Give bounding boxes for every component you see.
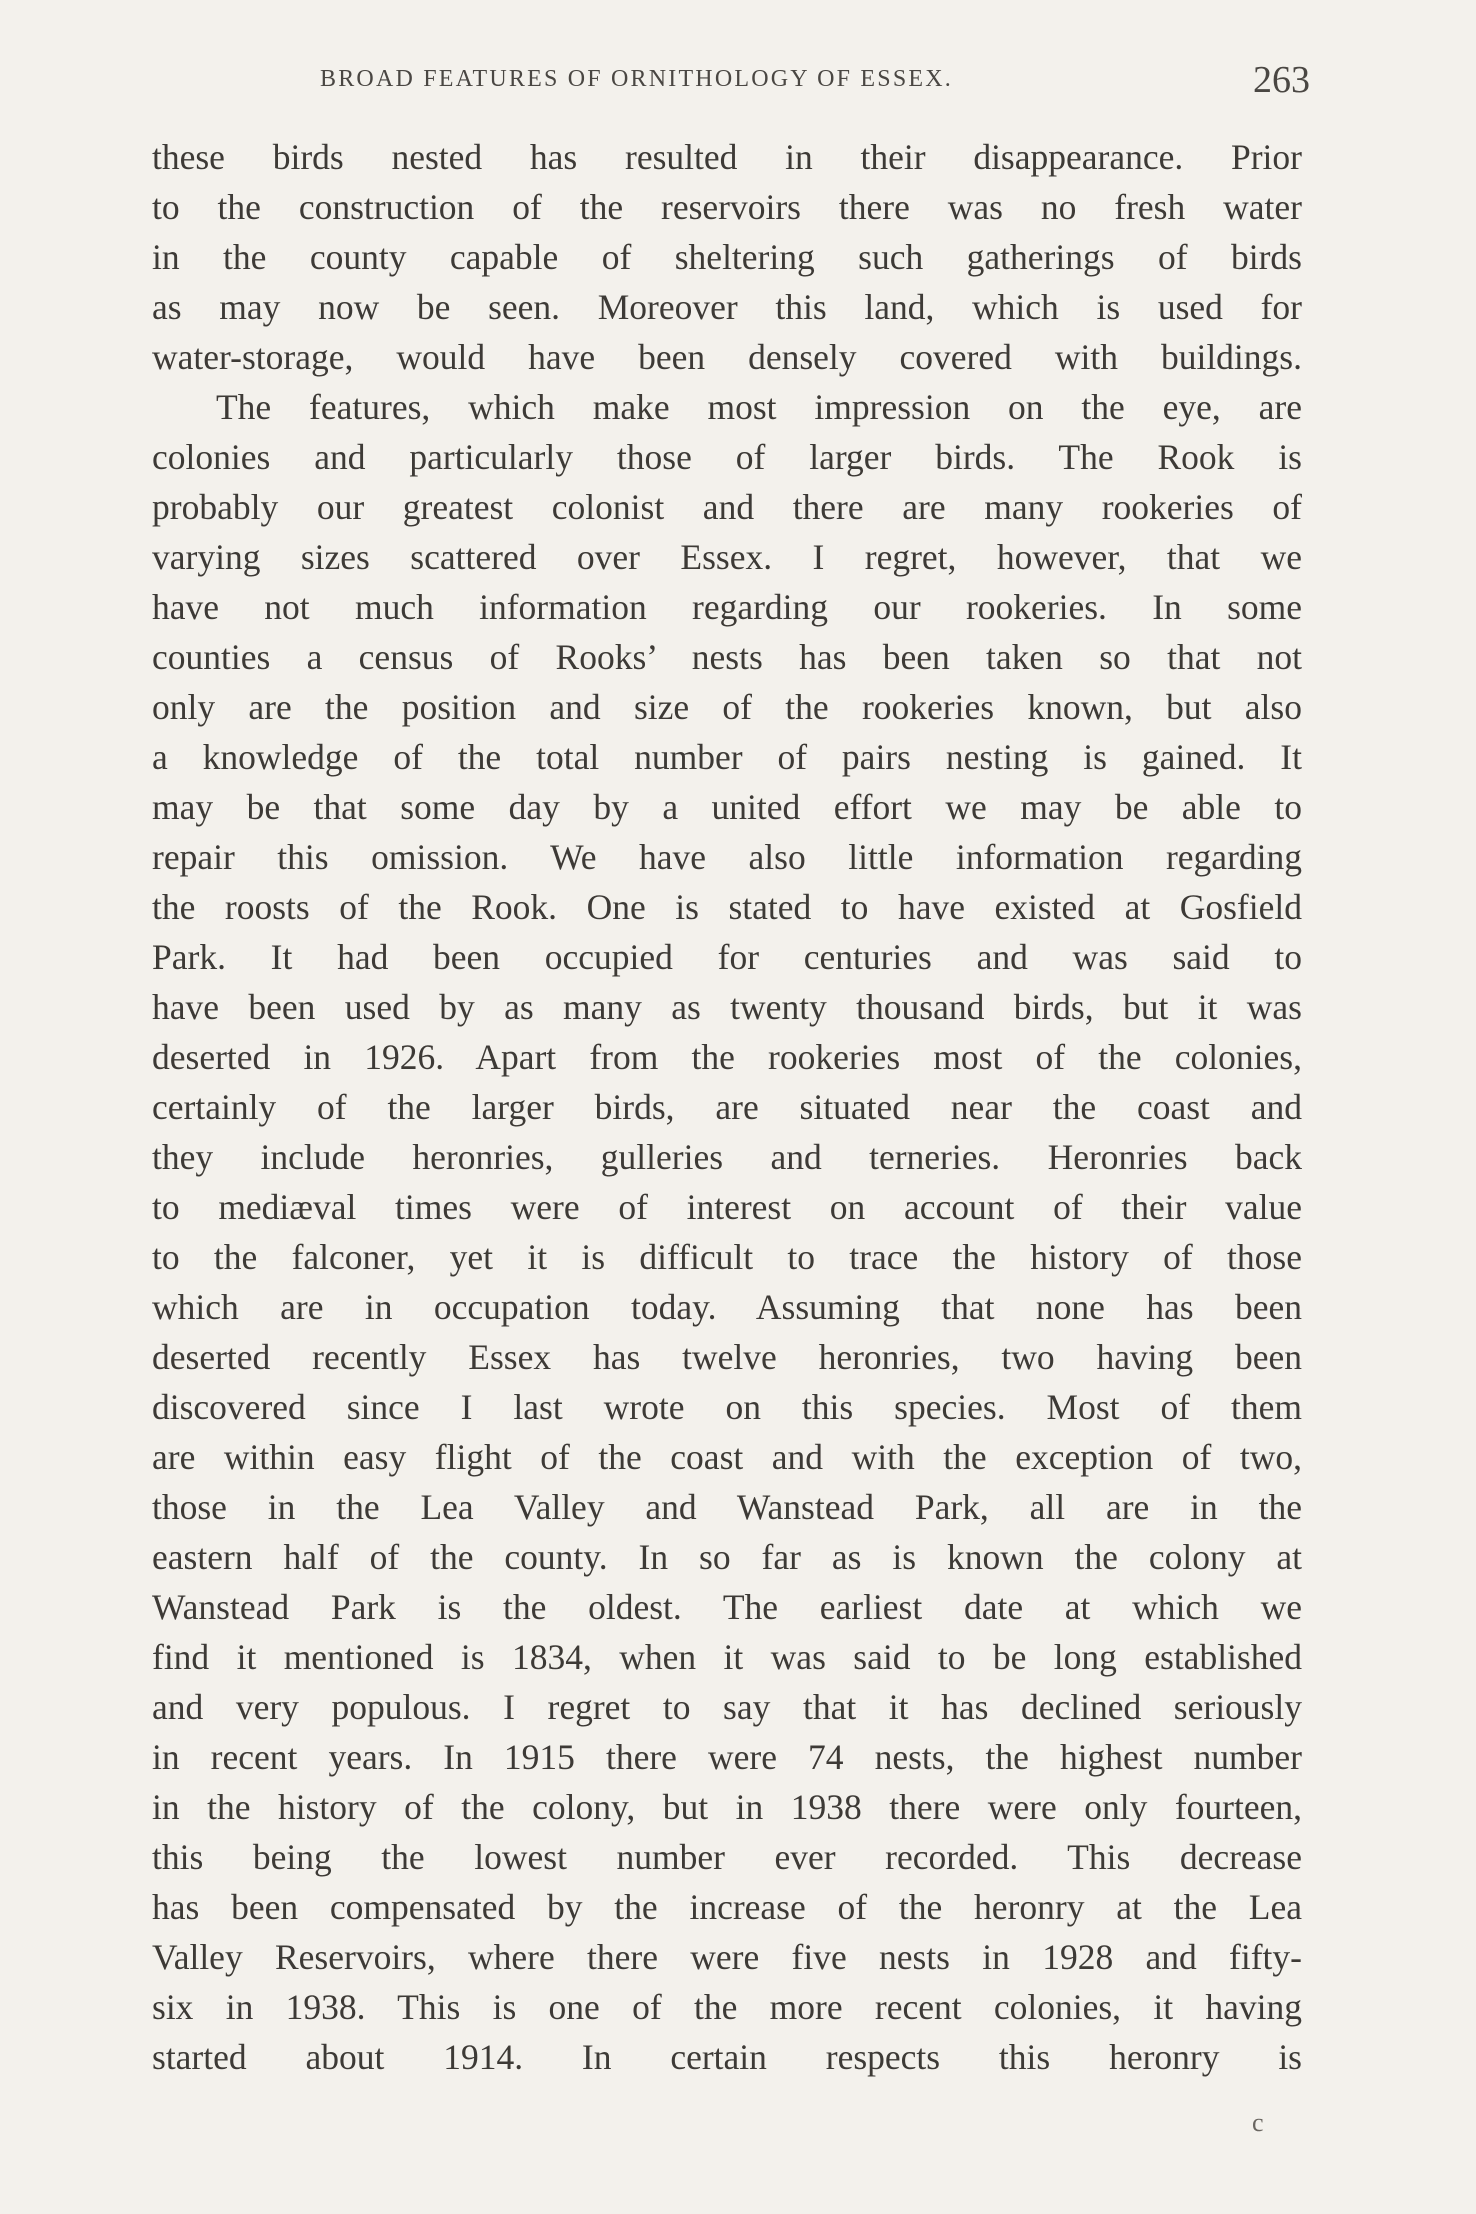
text-line: eastern half of the county. In so far as is known the colony at [152, 1537, 1302, 1577]
text-line: only are the position and size of the rookeries known, but also [152, 687, 1302, 727]
text-line: they include heronries, gulleries and terneries. Heronries back [152, 1137, 1302, 1177]
text-line: has been compensated by the increase of the heronry at the Lea [152, 1887, 1302, 1927]
text-line: have been used by as many as twenty thousand birds, but it was [152, 987, 1302, 1027]
text-line: probably our greatest colonist and there are many rookeries of [152, 487, 1302, 527]
text-line: Valley Reservoirs, where there were five nests in 1928 and fifty- [152, 1937, 1302, 1977]
text-line: colonies and particularly those of larger birds. The Rook is [152, 437, 1302, 477]
text-line: water-storage, would have been densely covered with buildings. [152, 337, 1302, 377]
text-line: these birds nested has resulted in their disappearance. Prior [152, 137, 1302, 177]
text-line: in the county capable of sheltering such gatherings of birds [152, 237, 1302, 277]
text-line: to the falconer, yet it is difficult to trace the history of those [152, 1237, 1302, 1277]
text-line: in the history of the colony, but in 1938 there were only fourteen, [152, 1787, 1302, 1827]
text-line: deserted in 1926. Apart from the rookeries most of the colonies, [152, 1037, 1302, 1077]
text-line: repair this omission. We have also little information regarding [152, 837, 1302, 877]
paragraph-first-line: The features, which make most impression on the eye, are [216, 387, 1302, 427]
running-head [150, 58, 1310, 118]
text-line: started about 1914. In certain respects this heronry is [152, 2037, 1302, 2077]
text-line: counties a census of Rooks’ nests has been taken so that not [152, 637, 1302, 677]
text-line: certainly of the larger birds, are situated near the coast and [152, 1087, 1302, 1127]
text-line: in recent years. In 1915 there were 74 nests, the highest number [152, 1737, 1302, 1777]
text-line: this being the lowest number ever recorded. This decrease [152, 1837, 1302, 1877]
signature-mark: c [1252, 2108, 1264, 2137]
text-line: as may now be seen. Moreover this land, which is used for [152, 287, 1302, 327]
running-title: BROAD FEATURES OF ORNITHOLOGY OF ESSEX. [320, 66, 953, 92]
page-number: 263 [1253, 59, 1310, 101]
text-line: deserted recently Essex has twelve heronries, two having been [152, 1337, 1302, 1377]
text-line: have not much information regarding our rookeries. In some [152, 587, 1302, 627]
text-line: to mediæval times were of interest on account of their value [152, 1187, 1302, 1227]
text-line: and very populous. I regret to say that it has declined seriously [152, 1687, 1302, 1727]
text-line: may be that some day by a united effort we may be able to [152, 787, 1302, 827]
body-text [152, 132, 1302, 2082]
text-line: a knowledge of the total number of pairs nesting is gained. It [152, 737, 1302, 777]
text-line: Park. It had been occupied for centuries and was said to [152, 937, 1302, 977]
text-line: find it mentioned is 1834, when it was said to be long established [152, 1637, 1302, 1677]
text-line: to the construction of the reservoirs there was no fresh water [152, 187, 1302, 227]
text-line: are within easy flight of the coast and with the exception of two, [152, 1437, 1302, 1477]
text-line: varying sizes scattered over Essex. I regret, however, that we [152, 537, 1302, 577]
text-line: the roosts of the Rook. One is stated to have existed at Gosfield [152, 887, 1302, 927]
text-line: Wanstead Park is the oldest. The earliest date at which we [152, 1587, 1302, 1627]
text-line: discovered since I last wrote on this species. Most of them [152, 1387, 1302, 1427]
text-line: those in the Lea Valley and Wanstead Park, all are in the [152, 1487, 1302, 1527]
text-line: which are in occupation today. Assuming that none has been [152, 1287, 1302, 1327]
text-line: six in 1938. This is one of the more recent colonies, it having [152, 1987, 1302, 2027]
